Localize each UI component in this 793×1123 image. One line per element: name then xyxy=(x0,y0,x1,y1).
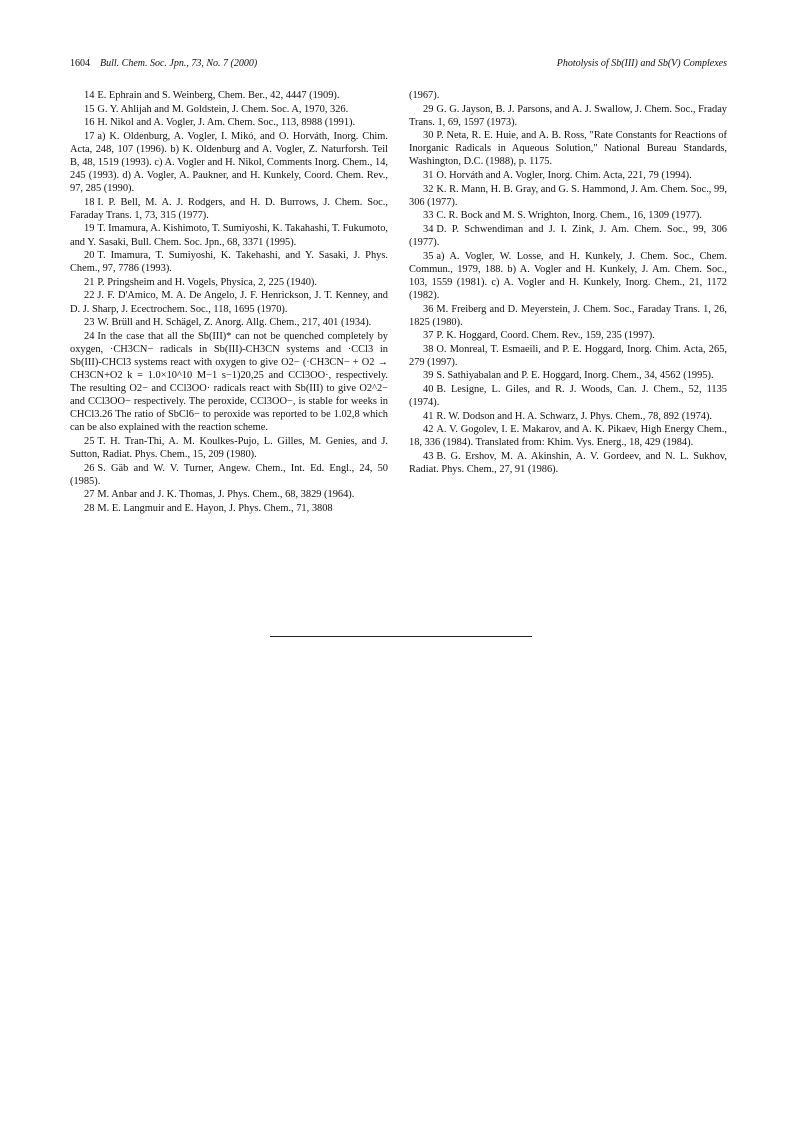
reference-number: 19 xyxy=(84,223,95,235)
reference-number: 30 xyxy=(423,130,434,142)
reference-item xyxy=(70,130,388,195)
reference-text: B. Lesigne, L. Giles, and R. J. Woods, Can. J. Chem., 52, 1135 (1974). xyxy=(409,384,727,409)
reference-text: C. R. Bock and M. S. Wrighton, Inorg. Chem., 16, 1309 (1977). xyxy=(436,210,702,222)
reference-number: 23 xyxy=(84,317,95,329)
reference-item xyxy=(70,330,388,435)
page-header xyxy=(70,58,727,72)
reference-text: B. G. Ershov, M. A. Akinshin, A. V. Gordeev, and N. L. Sukhov, Radiat. Phys. Chem., 27, 91 (1986). xyxy=(409,451,727,476)
reference-item xyxy=(409,369,727,382)
reference-number: 34 xyxy=(423,223,434,235)
reference-item xyxy=(70,289,388,315)
page-number: 1604 xyxy=(70,58,90,69)
reference-number: 25 xyxy=(84,435,95,447)
reference-item xyxy=(409,329,727,342)
reference-item xyxy=(409,169,727,182)
reference-text: M. E. Langmuir and E. Hayon, J. Phys. Chem., 71, 3808 xyxy=(97,502,333,514)
reference-text: R. W. Dodson and H. A. Schwarz, J. Phys. Chem., 78, 892 (1974). xyxy=(436,410,713,422)
reference-number: 24 xyxy=(84,330,95,342)
reference-number: 43 xyxy=(423,451,434,463)
reference-item xyxy=(409,89,727,102)
reference-text: a) A. Vogler, W. Losse, and H. Kunkely, J. Chem. Soc., Chem. Commun., 1979, 188. b) A. Vogler and H. Kunkely, J. Am. Chem. Soc., 103, 1559 (1981). c) A. Vogler and H. Kunkely, Inorg. Chem., 21, 1172 (1982). xyxy=(409,250,727,301)
reference-text: (1967). xyxy=(409,90,440,101)
reference-item xyxy=(70,89,388,102)
reference-text: S. Sathiyabalan and P. E. Hoggard, Inorg. Chem., 34, 4562 (1995). xyxy=(436,370,714,382)
reference-item xyxy=(70,488,388,501)
reference-text: P. Neta, R. E. Huie, and A. B. Ross, "Rate Constants for Reactions of Inorganic Radicals in Aqueous Solution," National Bureau Standards, Washington, D.C. (1988), p. 1175. xyxy=(409,130,727,168)
reference-text: In the case that all the Sb(III)* can not be quenched completely by oxygen, ·CH3CN− radicals in Sb(III)-CH3CN systems and ·CCl3 in Sb(III)-CHCl3 systems react with oxygen to give O2− (·CH3CN− + O2 → CH3CN+O2 k = 1.0×10^10 M−1 s−1)20,25 and CCl3OO·, respectively. The resulting O2− and CCl3OO· radicals react with Sb(III) to give O2^2− and CCl3OO− respectively. The peroxide, CCl3OO−, is stable for weeks in CHCl3.26 The ratio of SbCl6− to peroxide was reported to be 1.02,8 which can be also explained with the reaction scheme. xyxy=(70,330,388,434)
reference-number: 37 xyxy=(423,330,434,342)
reference-item xyxy=(70,502,388,515)
reference-text: O. Monreal, T. Esmaeili, and P. E. Hoggard, Inorg. Chim. Acta, 265, 279 (1997). xyxy=(409,343,727,368)
reference-item xyxy=(409,183,727,209)
reference-number: 16 xyxy=(84,117,95,129)
reference-text: S. Gäb and W. V. Turner, Angew. Chem., Int. Ed. Engl., 24, 50 (1985). xyxy=(70,462,388,487)
reference-item xyxy=(70,222,388,248)
reference-text: G. G. Jayson, B. J. Parsons, and A. J. Swallow, J. Chem. Soc., Fraday Trans. 1, 69, 1597 (1973). xyxy=(409,103,727,128)
reference-number: 40 xyxy=(423,384,434,396)
reference-item xyxy=(409,383,727,409)
reference-item xyxy=(409,343,727,369)
reference-number: 15 xyxy=(84,103,95,115)
reference-number: 20 xyxy=(84,250,95,262)
reference-number: 21 xyxy=(84,276,95,288)
reference-text: T. Imamura, T. Sumiyoshi, K. Takehashi, and Y. Sasaki, J. Phys. Chem., 97, 7786 (1993). xyxy=(70,250,388,275)
reference-number: 32 xyxy=(423,183,434,195)
reference-number: 22 xyxy=(84,290,95,302)
reference-number: 41 xyxy=(423,410,434,422)
reference-item xyxy=(409,223,727,249)
reference-number: 35 xyxy=(423,250,434,262)
reference-text: T. H. Tran-Thi, A. M. Koulkes-Pujo, L. Gilles, M. Genies, and J. Sutton, Radiat. Phys. Chem., 15, 209 (1980). xyxy=(70,435,388,461)
reference-number: 28 xyxy=(84,502,95,514)
reference-item xyxy=(70,316,388,329)
reference-number: 33 xyxy=(423,210,434,222)
reference-item xyxy=(409,103,727,129)
reference-number: 29 xyxy=(423,103,434,115)
reference-text: O. Horváth and A. Vogler, Inorg. Chim. Acta, 221, 79 (1994). xyxy=(436,170,692,182)
reference-text: J. F. D'Amico, M. A. De Angelo, J. F. Henrickson, J. T. Kenney, and D. J. Sharp, J. Ecectrochem. Soc., 118, 1695 (1970). xyxy=(70,290,388,315)
reference-item xyxy=(70,103,388,116)
reference-number: 27 xyxy=(84,489,95,501)
reference-text: K. R. Mann, H. B. Gray, and G. S. Hammond, J. Am. Chem. Soc., 99, 306 (1977). xyxy=(409,183,727,208)
reference-item xyxy=(70,249,388,275)
end-rule xyxy=(270,636,532,637)
references-body xyxy=(70,89,727,516)
reference-item xyxy=(409,450,727,476)
reference-text: M. Anbar and J. K. Thomas, J. Phys. Chem., 68, 3829 (1964). xyxy=(97,489,355,501)
reference-text: H. Nikol and A. Vogler, J. Am. Chem. Soc., 113, 8988 (1991). xyxy=(97,117,356,129)
reference-number: 42 xyxy=(423,424,434,436)
reference-number: 38 xyxy=(423,343,434,355)
reference-item xyxy=(409,250,727,302)
reference-text: I. P. Bell, M. A. J. Rodgers, and H. D. Burrows, J. Chem. Soc., Faraday Trans. 1, 73, 315 (1977). xyxy=(70,196,388,221)
reference-number: 26 xyxy=(84,462,95,474)
reference-text: a) K. Oldenburg, A. Vogler, I. Mikó, and O. Horváth, Inorg. Chim. Acta, 248, 107 (1996). b) K. Oldenburg and A. Vogler, Z. Naturforsh. Teil B, 48, 1519 (1993). c) A. Vogler and H. Nikol, Comments Inorg. Chem., 14, 245 (1993). d) A. Vogler, A. Paukner, and H. Kunkely, Coord. Chem. Rev., 97, 285 (1990). xyxy=(70,130,388,195)
journal-citation: Bull. Chem. Soc. Jpn., 73, No. 7 (2000) xyxy=(100,58,258,69)
reference-item xyxy=(70,462,388,488)
running-title: Photolysis of Sb(III) and Sb(V) Complexes xyxy=(556,58,727,69)
reference-item xyxy=(409,209,727,222)
reference-item xyxy=(70,435,388,461)
reference-item xyxy=(70,276,388,289)
reference-text: T. Imamura, A. Kishimoto, T. Sumiyoshi, K. Takahashi, T. Fukumoto, and Y. Sasaki, Bull. Chem. Soc. Jpn., 68, 3371 (1995). xyxy=(70,223,388,248)
reference-text: G. Y. Ahlijah and M. Goldstein, J. Chem. Soc. A, 1970, 326. xyxy=(97,103,349,115)
reference-item xyxy=(409,129,727,168)
reference-number: 17 xyxy=(84,130,95,142)
reference-item xyxy=(409,303,727,329)
reference-text: P. Pringsheim and H. Vogels, Physica, 2, 225 (1940). xyxy=(97,276,317,288)
reference-number: 18 xyxy=(84,196,95,208)
reference-item xyxy=(409,423,727,449)
reference-text: A. V. Gogolev, I. E. Makarov, and A. K. Pikaev, High Energy Chem., 18, 336 (1984). Translated from: Khim. Vys. Energ., 18, 429 (1984). xyxy=(409,424,727,449)
reference-item xyxy=(70,116,388,129)
reference-text: M. Freiberg and D. Meyerstein, J. Chem. Soc., Faraday Trans. 1, 26, 1825 (1980). xyxy=(409,303,727,328)
reference-item xyxy=(409,410,727,423)
reference-number: 14 xyxy=(84,90,95,101)
right-column xyxy=(409,89,727,516)
reference-number: 39 xyxy=(423,370,434,382)
reference-number: 31 xyxy=(423,170,434,182)
reference-text: W. Brüll and H. Schägel, Z. Anorg. Allg. Chem., 217, 401 (1934). xyxy=(97,317,372,329)
reference-text: E. Ephrain and S. Weinberg, Chem. Ber., 42, 4447 (1909). xyxy=(97,90,340,101)
reference-text: D. P. Schwendiman and J. I. Zink, J. Am. Chem. Soc., 99, 306 (1977). xyxy=(409,223,727,249)
reference-item xyxy=(70,196,388,222)
reference-text: P. K. Hoggard, Coord. Chem. Rev., 159, 235 (1997). xyxy=(436,330,655,342)
reference-number: 36 xyxy=(423,303,434,315)
left-column xyxy=(70,89,388,516)
